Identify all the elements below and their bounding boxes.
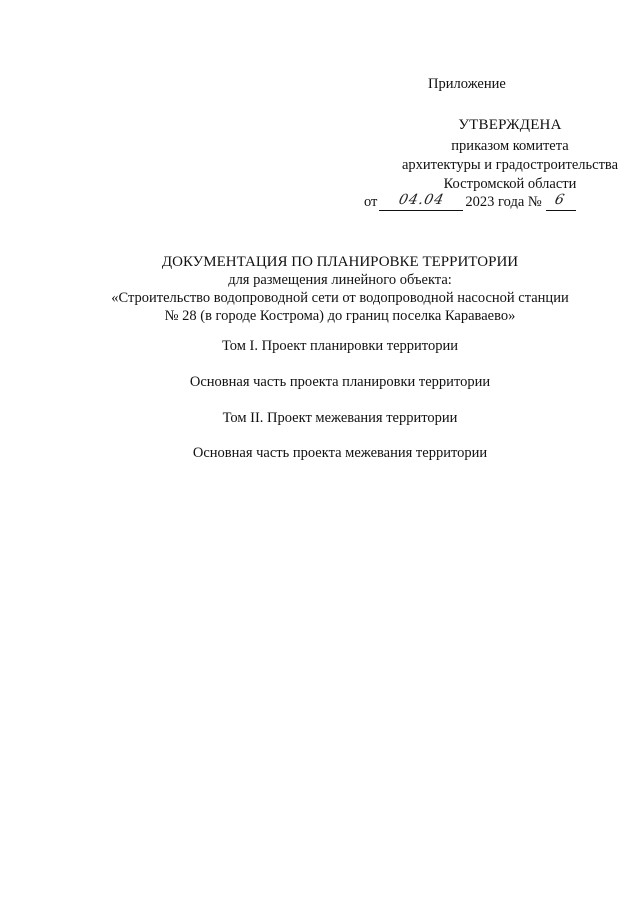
date-blank <box>379 194 463 211</box>
number-blank <box>546 194 576 211</box>
volume-2-main-part: Основная часть проекта межевания территории <box>192 445 488 461</box>
appendix-label: Приложение <box>428 76 506 92</box>
approved-heading: УТВЕРЖДЕНА <box>458 117 562 133</box>
document-subtitle-2: «Строительство водопроводной сети от водопроводной насосной станции <box>111 290 569 306</box>
volume-1-main-part: Основная часть проекта планировки территории <box>189 374 491 390</box>
document-subtitle-3: № 28 (в городе Кострома) до границ поселка Караваево» <box>164 308 516 324</box>
order-line-2: архитектуры и градостроительства <box>401 157 619 173</box>
year-number-text: 2023 года № <box>465 194 542 210</box>
document-title: ДОКУМЕНТАЦИЯ ПО ПЛАНИРОВКЕ ТЕРРИТОРИИ <box>161 254 519 270</box>
order-line-1: приказом комитета <box>451 138 569 154</box>
date-prefix: от <box>364 194 378 210</box>
order-date-line <box>364 193 578 211</box>
order-line-3: Костромской области <box>443 176 577 192</box>
volume-1-title: Том I. Проект планировки территории <box>222 338 458 354</box>
handwritten-date: 04.04 <box>397 192 447 208</box>
volume-2-title: Том II. Проект межевания территории <box>222 410 458 426</box>
handwritten-number: 6 <box>553 192 567 208</box>
document-subtitle-1: для размещения линейного объекта: <box>228 272 452 288</box>
